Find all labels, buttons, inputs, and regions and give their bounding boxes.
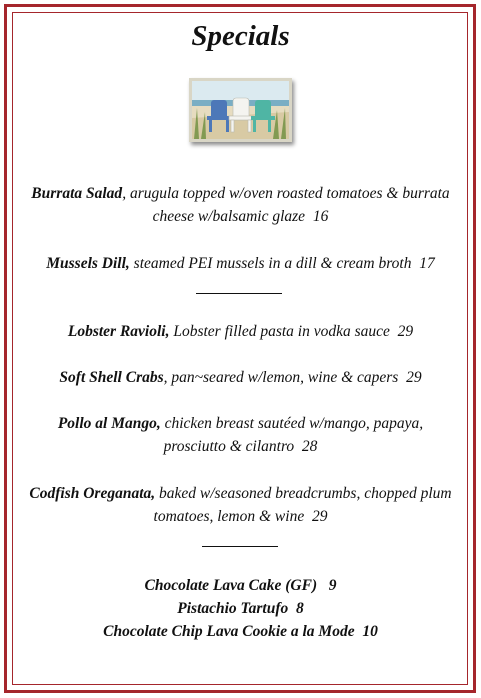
dessert-name: Chocolate Lava Cake (GF)	[144, 577, 318, 594]
item-description: steamed PEI mussels in a dill & cream broth	[129, 255, 412, 272]
section-divider	[202, 546, 278, 547]
item-description: Lobster filled pasta in vodka sauce	[169, 323, 390, 340]
menu-item	[40, 412, 441, 458]
dessert-name: Chocolate Chip Lava Cookie a la Mode	[103, 623, 355, 640]
item-description: , pan~seared w/lemon, wine & capers	[163, 369, 399, 386]
item-price: 16	[312, 208, 329, 225]
menu-item	[18, 320, 463, 343]
item-name: Soft Shell Crabs	[59, 369, 164, 386]
dessert-price: 10	[362, 623, 378, 640]
item-name: Burrata Salad	[31, 185, 123, 202]
dessert-item	[18, 574, 463, 597]
dessert-price: 8	[295, 600, 304, 617]
item-price: 29	[406, 369, 422, 386]
item-description: , arugula topped w/oven roasted tomatoes & burrata cheese w/balsamic glaze	[122, 185, 450, 225]
item-name: Lobster Ravioli,	[67, 323, 170, 340]
menu-item	[18, 182, 463, 228]
item-price: 28	[301, 438, 318, 455]
dessert-item	[18, 597, 463, 620]
dessert-price: 9	[328, 577, 337, 594]
item-price: 29	[397, 323, 414, 340]
item-name: Pollo al Mango,	[57, 415, 161, 432]
section-divider	[196, 293, 282, 294]
item-price: 29	[311, 508, 328, 525]
item-description: baked w/seasoned breadcrumbs, chopped plum tomatoes, lemon & wine	[153, 485, 452, 525]
item-price: 17	[419, 255, 435, 272]
item-description: chicken breast sautéed w/mango, papaya, prosciutto & cilantro	[160, 415, 424, 455]
page-title: Specials	[191, 20, 290, 52]
menu-item	[18, 366, 463, 389]
menu-item	[18, 252, 463, 275]
menu-item	[24, 482, 457, 528]
item-name: Codfish Oreganata,	[29, 485, 156, 502]
item-name: Mussels Dill,	[46, 255, 130, 272]
dessert-name: Pistachio Tartufo	[177, 600, 289, 617]
beach-chairs-image	[189, 78, 292, 142]
dessert-item	[18, 620, 463, 643]
